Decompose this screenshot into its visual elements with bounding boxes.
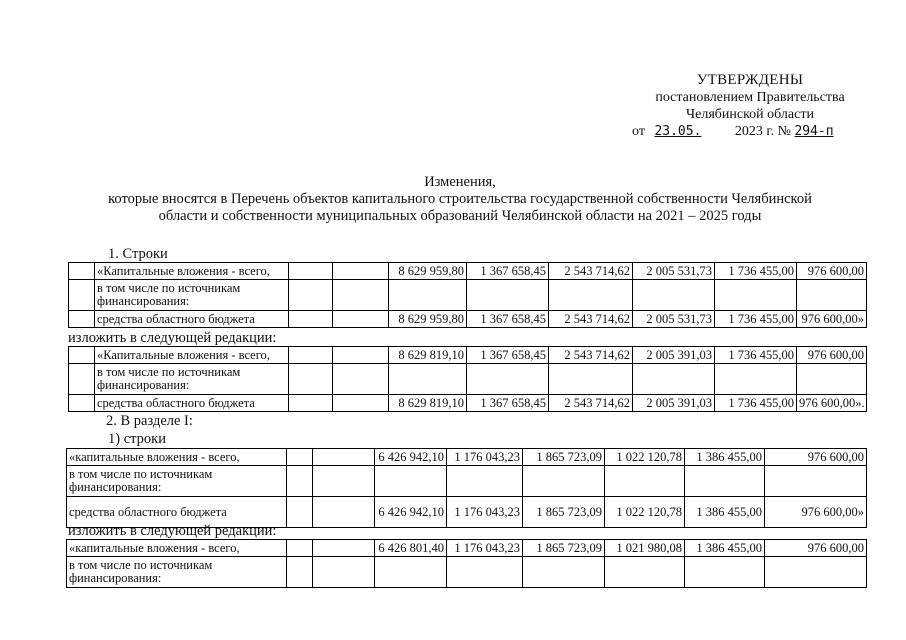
value-cell: 1 386 455,00 (685, 497, 765, 528)
value-cell: 1 386 455,00 (685, 449, 765, 466)
value-cell: 976 600,00» (797, 311, 867, 328)
blank-cell (69, 311, 95, 328)
blank-cell (313, 557, 375, 588)
approval-block (560, 72, 906, 140)
table-row (69, 263, 867, 280)
table-current-rows-1 (68, 262, 867, 328)
table-row (67, 540, 867, 557)
value-cell: 6 426 942,10 (375, 449, 447, 466)
table-row (69, 364, 867, 395)
value-cell: 1 176 043,23 (447, 449, 523, 466)
blank-cell (69, 395, 95, 412)
blank-cell (287, 540, 313, 557)
value-cell: 976 600,00 (765, 540, 867, 557)
blank-cell (333, 280, 389, 311)
value-cell (797, 364, 867, 395)
value-cell: 8 629 819,10 (389, 347, 467, 364)
value-cell: 976 600,00». (797, 395, 867, 412)
value-cell (389, 364, 467, 395)
blank-cell (69, 280, 95, 311)
document-title (60, 174, 860, 225)
value-cell: 1 021 980,08 (605, 540, 685, 557)
table-row (69, 311, 867, 328)
value-cell (523, 466, 605, 497)
blank-cell (313, 449, 375, 466)
date-prefix: от (632, 124, 645, 139)
blank-cell (287, 557, 313, 588)
value-cell (765, 557, 867, 588)
value-cell (375, 557, 447, 588)
value-cell (447, 466, 523, 497)
value-cell (605, 466, 685, 497)
table-row (67, 466, 867, 497)
table-row (67, 497, 867, 528)
table-row (69, 280, 867, 311)
title-line-3: области и собственности муниципальных образований Челябинской области на 2021 – 2025 годы (158, 208, 762, 224)
blank-cell (313, 497, 375, 528)
section-2-label: 2. В разделе I: (106, 413, 193, 429)
title-line-1: Изменения, (424, 174, 496, 190)
section-1-label: 1. Строки (108, 246, 168, 262)
value-cell: 1 736 455,00 (715, 311, 797, 328)
value-cell: 1 736 455,00 (715, 263, 797, 280)
value-cell: 2 005 391,03 (633, 395, 715, 412)
value-cell: 1 022 120,78 (605, 497, 685, 528)
row-label: в том числе по источникам финансирования: (95, 364, 289, 395)
value-cell (523, 557, 605, 588)
blank-cell (333, 311, 389, 328)
value-cell (685, 557, 765, 588)
value-cell (685, 466, 765, 497)
value-cell: 2 005 531,73 (633, 263, 715, 280)
row-label: средства областного бюджета (95, 395, 289, 412)
value-cell: 6 426 942,10 (375, 497, 447, 528)
value-cell: 1 386 455,00 (685, 540, 765, 557)
row-label-cell: средства областного бюджета (67, 497, 287, 528)
row-label-cell: в том числе по источникам финансирования: (67, 557, 287, 588)
value-cell (447, 557, 523, 588)
table-row (67, 557, 867, 588)
title-line-2: которые вносятся в Перечень объектов капитального строительства государственной собственности Челябинской (108, 191, 812, 207)
value-cell (765, 466, 867, 497)
row-label: в том числе по источникам финансирования: (95, 280, 289, 311)
value-cell: 2 005 391,03 (633, 347, 715, 364)
table-new-rows-2 (66, 539, 867, 588)
value-cell (467, 364, 549, 395)
value-cell: 976 600,00 (797, 263, 867, 280)
blank-cell (69, 263, 95, 280)
table-current-rows-2 (66, 448, 867, 528)
value-cell: 8 629 959,80 (389, 311, 467, 328)
approval-date-line (560, 123, 906, 140)
replace-label-1: изложить в следующей редакции: (68, 330, 277, 346)
blank-cell (287, 449, 313, 466)
table-row (69, 347, 867, 364)
approval-year: 2023 г. № (734, 124, 791, 139)
value-cell (715, 280, 797, 311)
value-cell: 1 367 658,45 (467, 395, 549, 412)
row-label: средства областного бюджета (95, 311, 289, 328)
blank-cell (333, 347, 389, 364)
blank-cell (289, 395, 333, 412)
table-row (69, 395, 867, 412)
approval-date: 23.05. (654, 124, 702, 139)
row-label-cell: в том числе по источникам финансирования: (67, 466, 287, 497)
row-label-cell: «капитальные вложения - всего, (67, 540, 287, 557)
value-cell (375, 466, 447, 497)
row-label: «Капитальные вложения - всего, (95, 347, 289, 364)
blank-cell (333, 364, 389, 395)
value-cell: 2 543 714,62 (549, 347, 633, 364)
row-label-cell: «капитальные вложения - всего, (67, 449, 287, 466)
value-cell: 1 367 658,45 (467, 263, 549, 280)
value-cell: 8 629 819,10 (389, 395, 467, 412)
blank-cell (287, 466, 313, 497)
table-new-rows-1 (68, 346, 867, 412)
blank-cell (289, 364, 333, 395)
blank-cell (333, 395, 389, 412)
value-cell (605, 557, 685, 588)
blank-cell (313, 466, 375, 497)
value-cell: 2 543 714,62 (549, 395, 633, 412)
value-cell: 976 600,00 (765, 449, 867, 466)
blank-cell (333, 263, 389, 280)
value-cell: 1 736 455,00 (715, 347, 797, 364)
value-cell: 1 176 043,23 (447, 497, 523, 528)
value-cell (633, 280, 715, 311)
approval-decree-line: постановлением Правительства (655, 90, 845, 105)
value-cell: 1 736 455,00 (715, 395, 797, 412)
value-cell: 976 600,00 (797, 347, 867, 364)
blank-cell (69, 364, 95, 395)
value-cell: 2 543 714,62 (549, 311, 633, 328)
blank-cell (289, 347, 333, 364)
subsection-1-label: 1) строки (108, 431, 166, 447)
value-cell (467, 280, 549, 311)
blank-cell (287, 497, 313, 528)
value-cell: 8 629 959,80 (389, 263, 467, 280)
value-cell: 1 022 120,78 (605, 449, 685, 466)
blank-cell (289, 263, 333, 280)
value-cell: 1 176 043,23 (447, 540, 523, 557)
table-row (67, 449, 867, 466)
blank-cell (313, 540, 375, 557)
value-cell: 2 543 714,62 (549, 263, 633, 280)
value-cell (389, 280, 467, 311)
approval-region-line: Челябинской области (686, 107, 814, 122)
value-cell (715, 364, 797, 395)
value-cell: 1 865 723,09 (523, 497, 605, 528)
value-cell (633, 364, 715, 395)
value-cell: 1 367 658,45 (467, 347, 549, 364)
value-cell (797, 280, 867, 311)
value-cell (549, 364, 633, 395)
blank-cell (69, 347, 95, 364)
value-cell (549, 280, 633, 311)
value-cell: 976 600,00» (765, 497, 867, 528)
value-cell: 2 005 531,73 (633, 311, 715, 328)
approval-heading: УТВЕРЖДЕНЫ (696, 72, 804, 88)
blank-cell (289, 280, 333, 311)
value-cell: 1 865 723,09 (523, 540, 605, 557)
value-cell: 1 367 658,45 (467, 311, 549, 328)
blank-cell (289, 311, 333, 328)
replace-label-2: изложить в следующей редакции: (68, 523, 277, 539)
value-cell: 6 426 801,40 (375, 540, 447, 557)
row-label: «Капитальные вложения - всего, (95, 263, 289, 280)
approval-number: 294-п (794, 124, 834, 139)
value-cell: 1 865 723,09 (523, 449, 605, 466)
